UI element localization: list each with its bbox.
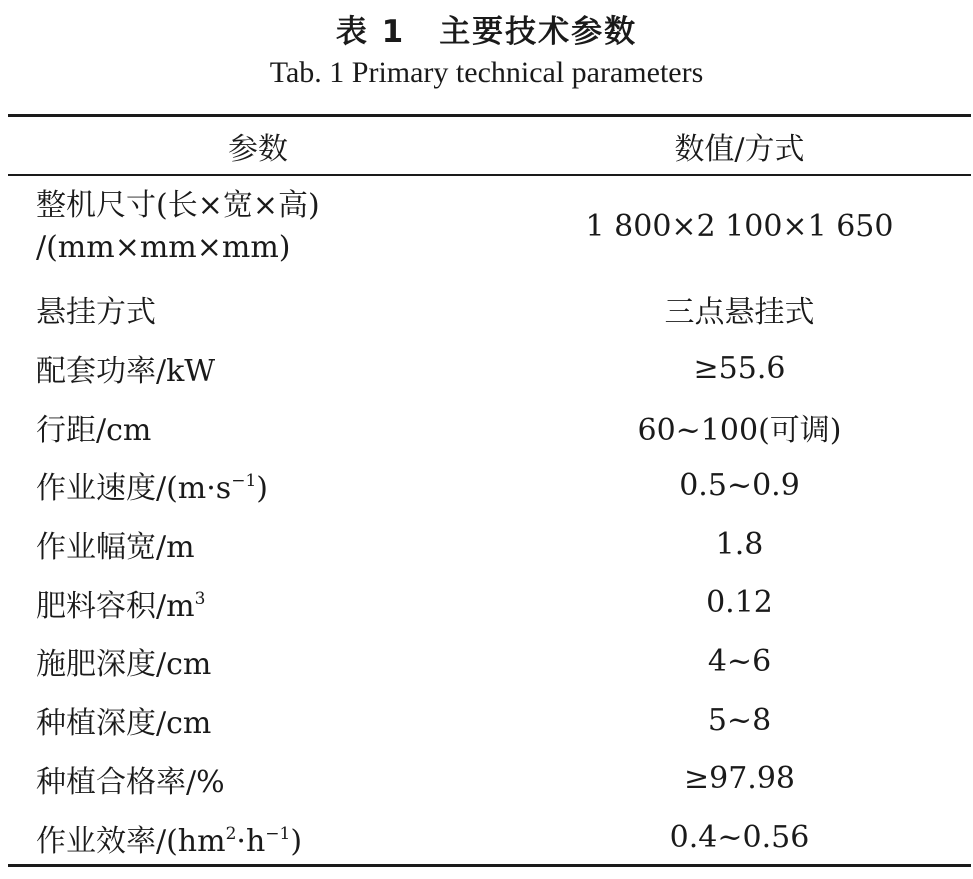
param-cell	[8, 174, 508, 280]
table-row	[8, 339, 971, 398]
value-cell: 4~6	[707, 643, 772, 679]
value-cell: 1 800×2 100×1 650	[585, 209, 894, 244]
param-text: ·h	[236, 823, 266, 859]
param-line: 整机尺寸(长×宽×高)	[36, 188, 320, 223]
param-text: 作业速度/(m·s	[36, 471, 232, 507]
column-header-parameter: 参数	[228, 131, 288, 167]
table-row	[8, 808, 971, 867]
header-row	[8, 117, 971, 174]
table-row	[8, 691, 971, 750]
param-cell: 施肥深度/cm	[36, 647, 212, 683]
param-text: 作业效率/(hm	[36, 823, 226, 859]
table-row	[8, 632, 971, 691]
param-text: )	[290, 823, 303, 859]
param-cell: 种植深度/cm	[36, 706, 212, 742]
table-row	[8, 397, 971, 456]
value-cell: ≥97.98	[683, 761, 796, 797]
table-row	[8, 174, 971, 280]
param-cell	[8, 456, 508, 515]
param-cell: 悬挂方式	[36, 295, 156, 331]
superscript: 2	[225, 823, 237, 844]
table-title-cn: 主要技术参数	[439, 14, 638, 50]
param-cell	[8, 573, 508, 632]
param-cell	[8, 808, 508, 867]
column-header-value: 数值/方式	[674, 131, 805, 167]
value-cell: 60~100(可调)	[637, 412, 842, 448]
value-cell: ≥55.6	[693, 350, 786, 386]
superscript: 3	[194, 588, 206, 609]
param-cell: 配套功率/kW	[36, 354, 216, 390]
value-cell: 三点悬挂式	[664, 295, 815, 331]
table-row	[8, 573, 971, 632]
superscript: −1	[265, 823, 291, 844]
table-row	[8, 280, 971, 339]
param-line: /(mm×mm×mm)	[36, 230, 291, 265]
table-row	[8, 750, 971, 809]
value-cell: 1.8	[715, 526, 764, 562]
table-caption-en: Tab. 1 Primary technical parameters	[269, 56, 704, 89]
value-cell: 0.4~0.56	[669, 820, 810, 856]
table-row	[8, 515, 971, 574]
table-row	[8, 456, 971, 515]
param-cell: 种植合格率/%	[36, 764, 225, 800]
value-cell: 5~8	[707, 702, 772, 738]
table-number: 表 1	[335, 14, 406, 50]
table-caption-cn	[0, 6, 973, 51]
value-cell: 0.12	[706, 585, 773, 621]
param-cell: 作业幅宽/m	[36, 530, 195, 566]
value-cell: 0.5~0.9	[679, 467, 800, 503]
param-text: )	[256, 471, 268, 507]
superscript: −1	[231, 471, 257, 492]
parameters-table	[8, 117, 971, 867]
param-cell: 行距/cm	[36, 412, 152, 448]
param-text: 肥料容积/m	[36, 588, 195, 624]
